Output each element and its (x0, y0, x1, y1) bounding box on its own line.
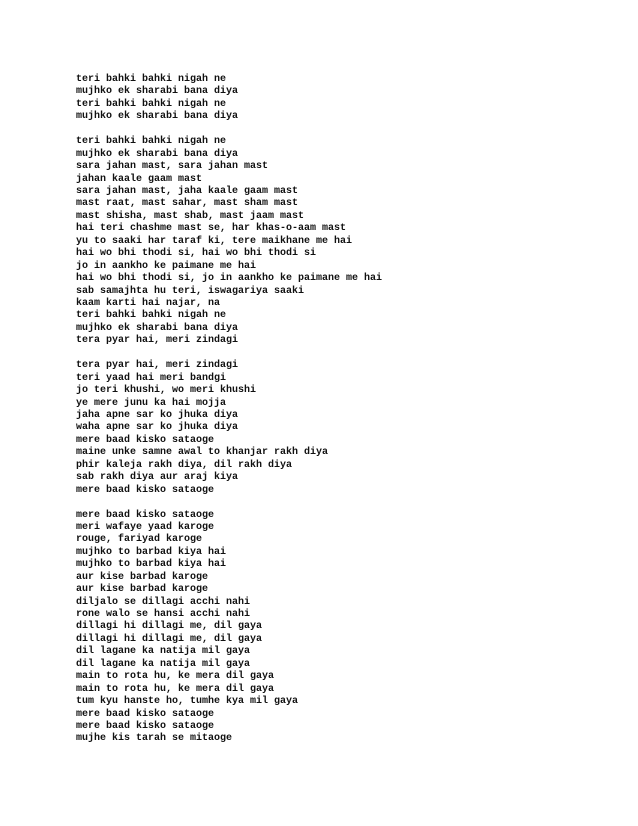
lyric-line: aur kise barbad karoge (76, 571, 209, 583)
lyrics-body (76, 74, 616, 746)
lyric-line: kaam karti hai najar, na (76, 297, 221, 309)
lyric-line: aur kise barbad karoge (76, 584, 209, 596)
lyric-line: mast shisha, mast shab, mast jaam mast (76, 210, 305, 222)
lyric-line: main to rota hu, ke mera dil gaya (76, 683, 275, 695)
lyric-line: mere baad kisko sataoge (76, 484, 215, 496)
lyric-line: dil lagane ka natija mil gaya (76, 646, 251, 658)
lyric-line: mere baad kisko sataoge (76, 434, 215, 446)
lyric-line: hai teri chashme mast se, har khas-o-aam mast (76, 223, 347, 235)
lyric-line: jahan kaale gaam mast (76, 173, 203, 185)
lyric-line: hai wo bhi thodi si, jo in aankho ke paimane me hai (76, 273, 383, 285)
lyric-line: sara jahan mast, jaha kaale gaam mast (76, 186, 299, 197)
lyric-line: mujhko ek sharabi bana diya (76, 148, 239, 160)
stanza (76, 510, 616, 746)
lyric-line: maine unke samne awal to khanjar rakh diya (76, 447, 329, 459)
lyric-line: mujhe kis tarah se mitaoge (76, 733, 233, 745)
lyric-line: diljalo se dillagi acchi nahi (76, 596, 251, 608)
lyric-line: rouge, fariyad karoge (76, 534, 203, 546)
lyric-line: teri bahki bahki nigah ne (76, 136, 227, 148)
lyric-line: teri bahki bahki nigah ne (76, 98, 227, 110)
lyric-line: sab rakh diya aur araj kiya (76, 472, 239, 484)
lyric-line: jo in aankho ke paimane me hai (76, 260, 257, 272)
stanza (76, 136, 616, 347)
lyric-line: mujhko ek sharabi bana diya (76, 322, 239, 334)
lyric-line: tum kyu hanste ho, tumhe kya mil gaya (76, 696, 299, 708)
lyric-line: dil lagane ka natija mil gaya (76, 658, 251, 670)
lyric-line: jaha apne sar ko jhuka diya (76, 409, 239, 421)
lyric-line: mujhko to barbad kiya hai (76, 559, 227, 571)
lyric-line: tera pyar hai, meri zindagi (76, 335, 239, 347)
lyric-line: dillagi hi dillagi me, dil gaya (76, 621, 263, 633)
lyric-line: teri bahki bahki nigah ne (76, 310, 227, 322)
lyric-line: teri bahki bahki nigah ne (76, 74, 227, 85)
lyric-line: yu to saaki har taraf ki, tere maikhane me hai (76, 235, 353, 247)
stanza (76, 74, 616, 124)
lyric-line: main to rota hu, ke mera dil gaya (76, 671, 275, 683)
stanza (76, 360, 616, 497)
lyric-line: sara jahan mast, sara jahan mast (76, 161, 269, 173)
lyric-line: ye mere junu ka hai mojja (76, 397, 227, 409)
lyric-line: rone walo se hansi acchi nahi (76, 609, 251, 620)
lyric-line: sab samajhta hu teri, iswagariya saaki (76, 285, 305, 297)
lyric-line: meri wafaye yaad karoge (76, 521, 215, 533)
lyric-line: mast raat, mast sahar, mast sham mast (76, 198, 299, 210)
lyric-line: tera pyar hai, meri zindagi (76, 360, 239, 372)
lyric-line: waha apne sar ko jhuka diya (76, 422, 239, 434)
lyric-line: teri yaad hai meri bandgi (76, 372, 227, 384)
lyric-line: hai wo bhi thodi si, hai wo bhi thodi si (76, 248, 317, 260)
lyric-line: mujhko ek sharabi bana diya (76, 86, 239, 98)
lyric-line: mujhko ek sharabi bana diya (76, 111, 239, 123)
lyric-line: mere baad kisko sataoge (76, 720, 215, 732)
lyric-line: mere baad kisko sataoge (76, 509, 215, 521)
lyric-line: jo teri khushi, wo meri khushi (76, 385, 257, 397)
lyric-line: dillagi hi dillagi me, dil gaya (76, 633, 263, 645)
lyric-line: mere baad kisko sataoge (76, 708, 215, 720)
lyric-line: phir kaleja rakh diya, dil rakh diya (76, 459, 293, 471)
lyric-line: mujhko to barbad kiya hai (76, 546, 227, 558)
